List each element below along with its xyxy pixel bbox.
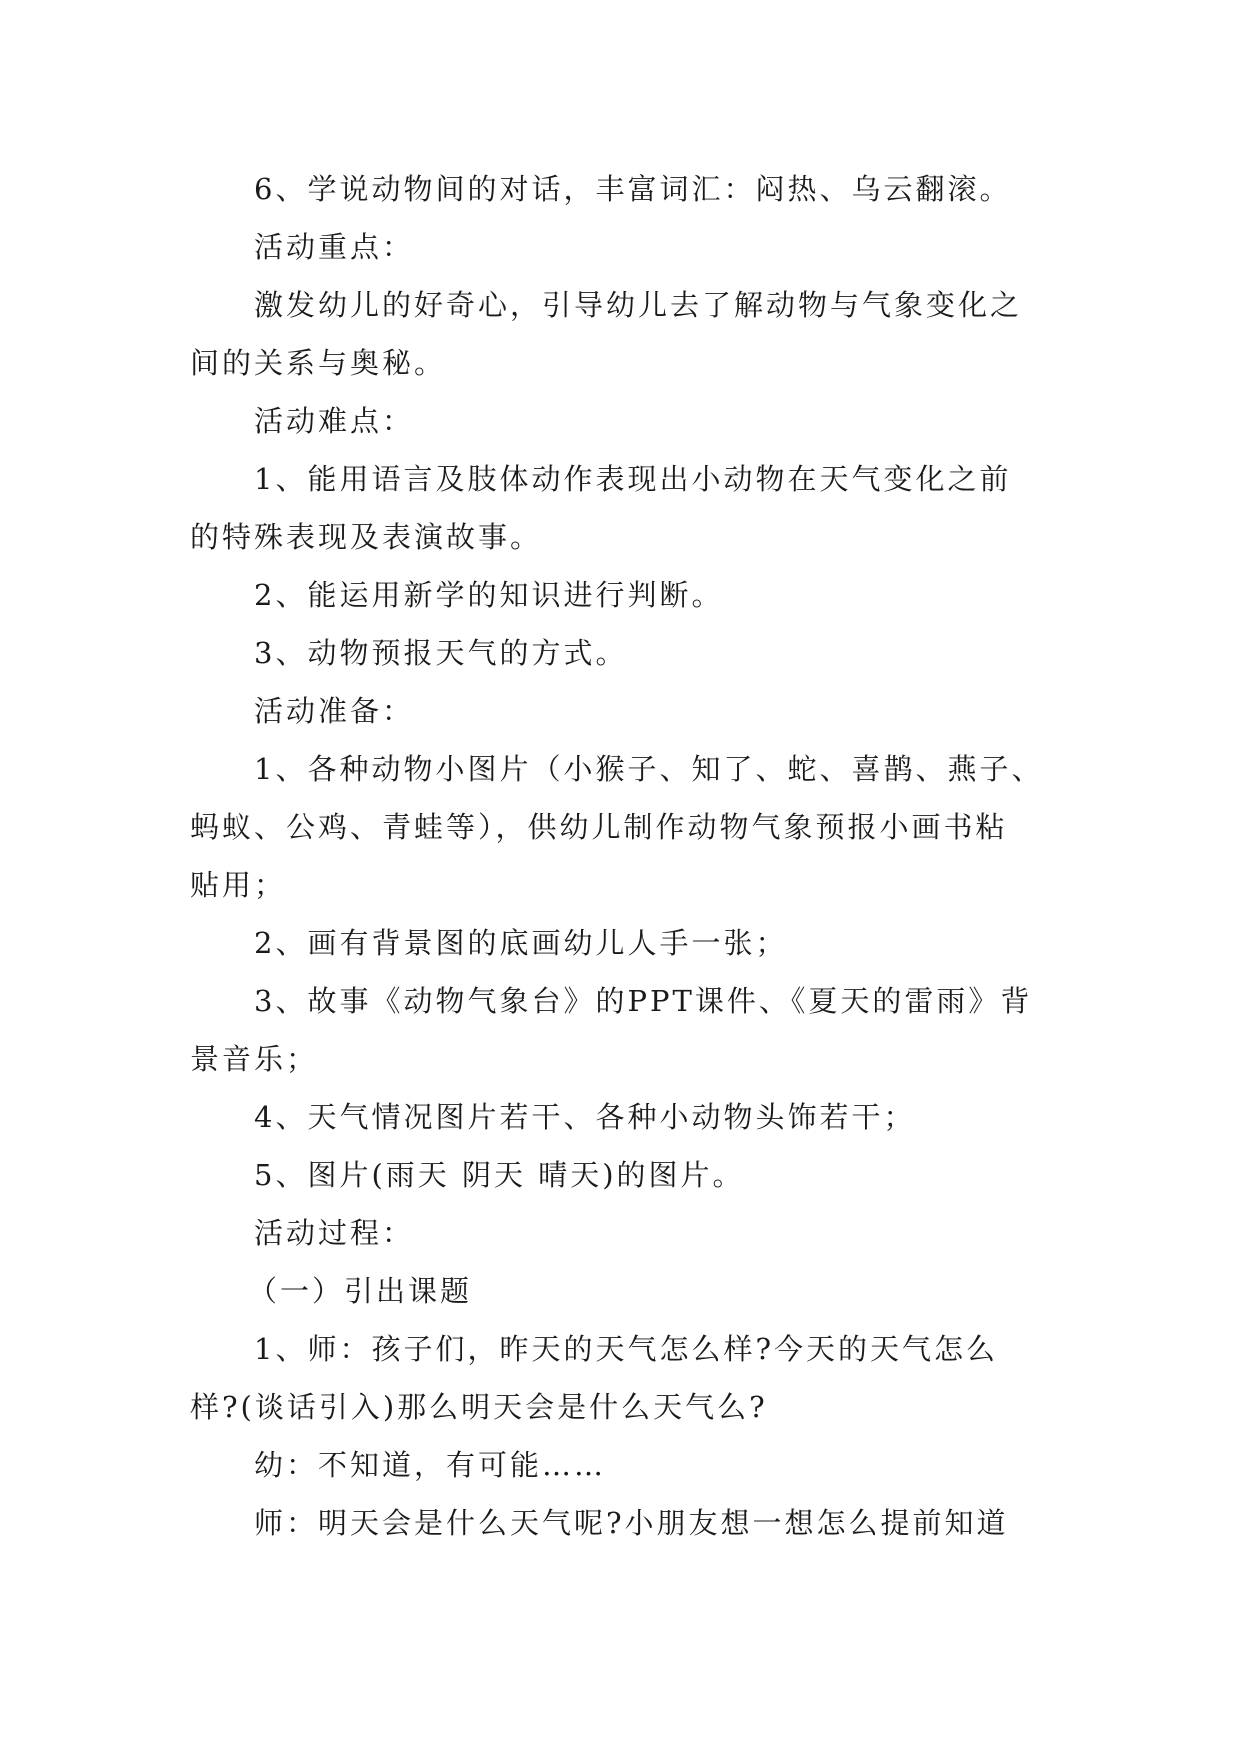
section-heading: 活动重点： bbox=[254, 230, 415, 264]
section-heading: 活动过程： bbox=[254, 1216, 415, 1250]
paragraph-line: 贴用； bbox=[190, 868, 287, 902]
paragraph-line: 1、各种动物小图片（小猴子、知了、蛇、喜鹊、燕子、 bbox=[254, 752, 1044, 786]
paragraph-line: 2、能运用新学的知识进行判断。 bbox=[254, 578, 724, 612]
paragraph-line: 2、画有背景图的底画幼儿人手一张； bbox=[254, 926, 788, 960]
paragraph-line: 5、图片(雨天 阴天 晴天)的图片。 bbox=[254, 1158, 745, 1192]
section-heading: 活动准备： bbox=[254, 694, 415, 728]
paragraph-line: 景音乐； bbox=[190, 1042, 319, 1076]
paragraph-line: 师：明天会是什么天气呢?小朋友想一想怎么提前知道 bbox=[254, 1506, 1009, 1540]
paragraph-line: 幼：不知道，有可能…… bbox=[254, 1448, 607, 1482]
section-heading: 活动难点： bbox=[254, 404, 415, 438]
paragraph-line: 激发幼儿的好奇心，引导幼儿去了解动物与气象变化之 bbox=[254, 288, 1023, 322]
subsection-heading: （一）引出课题 bbox=[248, 1274, 473, 1308]
paragraph-line: 的特殊表现及表演故事。 bbox=[190, 520, 543, 554]
paragraph-line: 间的关系与奥秘。 bbox=[190, 346, 447, 380]
paragraph-line: 6、学说动物间的对话，丰富词汇：闷热、乌云翻滚。 bbox=[254, 172, 1012, 206]
paragraph-line: 3、故事《动物气象台》的PPT课件、《夏天的雷雨》背 bbox=[254, 984, 1033, 1018]
paragraph-line: 3、动物预报天气的方式。 bbox=[254, 636, 628, 670]
paragraph-line: 蚂蚁、公鸡、青蛙等），供幼儿制作动物气象预报小画书粘 bbox=[190, 810, 1008, 844]
paragraph-line: 1、能用语言及肢体动作表现出小动物在天气变化之前 bbox=[254, 462, 1012, 496]
paragraph-line: 1、师：孩子们，昨天的天气怎么样?今天的天气怎么 bbox=[254, 1332, 998, 1366]
document-body bbox=[190, 160, 1060, 1552]
paragraph-line: 4、天气情况图片若干、各种小动物头饰若干； bbox=[254, 1100, 916, 1134]
paragraph-line: 样?(谈话引入)那么明天会是什么天气么? bbox=[190, 1390, 768, 1424]
